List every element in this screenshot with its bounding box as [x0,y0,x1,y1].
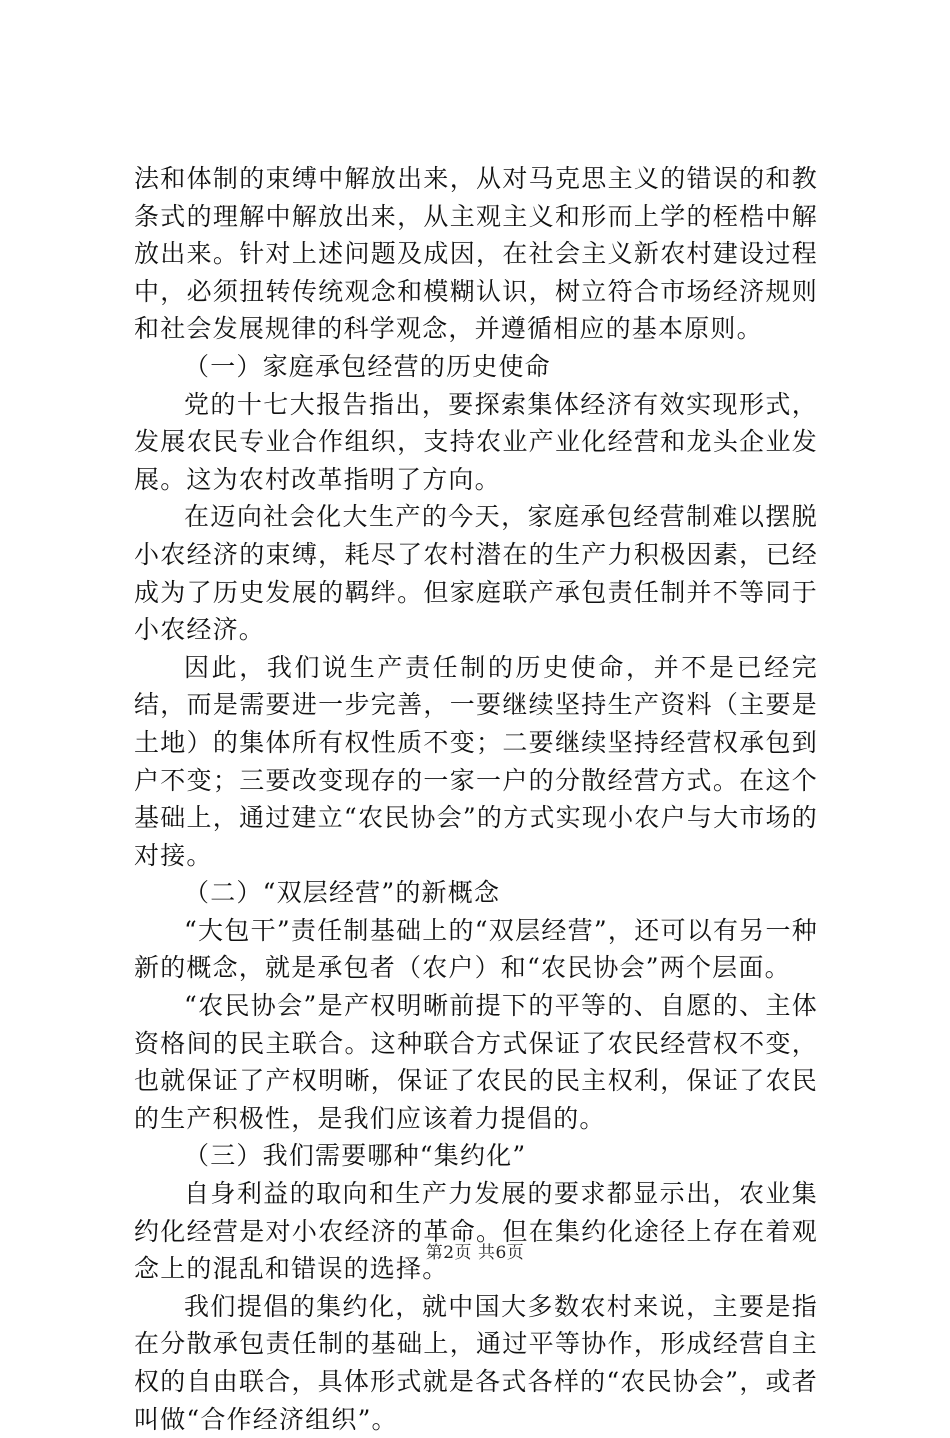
paragraph: 党的十七大报告指出，要探索集体经济有效实现形式，发展农民专业合作组织，支持农业产业化经营和龙头企业发展。这为农村改革指明了方向。 [134,389,818,494]
page-footer: 第2页 共6页 [425,1243,525,1263]
section-heading-3: （三）我们需要哪种“集约化” [184,1141,527,1171]
section-heading-2: （二）“双层经营”的新概念 [184,878,501,908]
paragraph: 我们提倡的集约化，就中国大多数农村来说，主要是指在分散承包责任制的基础上，通过平等协作，形成经营自主权的自由联合，具体形式就是各式各样的“农民协会”，或者叫做“合作经济组织”。 [134,1291,818,1434]
paragraph: “农民协会”是产权明晰前提下的平等的、自愿的、主体资格间的民主联合。这种联合方式保证了农民经营权不变，也就保证了产权明晰，保证了农民的民主权利，保证了农民的生产积极性，是我们应该着力提倡的。 [134,991,818,1133]
section-heading-1: （一）家庭承包经营的历史使命 [184,351,551,381]
paragraph: 因此，我们说生产责任制的历史使命，并不是已经完结，而是需要进一步完善，一要继续坚持生产资料（主要是土地）的集体所有权性质不变；二要继续坚持经营权承包到户不变；三要改变现存的一家一户的分散经营方式。在这个基础上，通过建立“农民协会”的方式实现小农户与大市场的对接。 [134,652,818,870]
paragraph: 在迈向社会化大生产的今天，家庭承包经营制难以摆脱小农经济的束缚，耗尽了农村潜在的生产力积极因素，已经成为了历史发展的羁绊。但家庭联产承包责任制并不等同于小农经济。 [134,502,818,645]
paragraph-continuation: 法和体制的束缚中解放出来，从对马克思主义的错误的和教条式的理解中解放出来，从主观主义和形而上学的桎梏中解放出来。针对上述问题及成因，在社会主义新农村建设过程中，必须扭转传统观念和模糊认识，树立符合市场经济规则和社会发展规律的科学观念，并遵循相应的基本原则。 [134,164,818,344]
paragraph: “大包干”责任制基础上的“双层经营”，还可以有另一种新的概念，就是承包者（农户）和“农民协会”两个层面。 [134,915,818,983]
paragraph: 自身利益的取向和生产力发展的要求都显示出，农业集约化经营是对小农经济的革命。但在集约化途径上存在着观念上的混乱和错误的选择。 [134,1179,818,1284]
